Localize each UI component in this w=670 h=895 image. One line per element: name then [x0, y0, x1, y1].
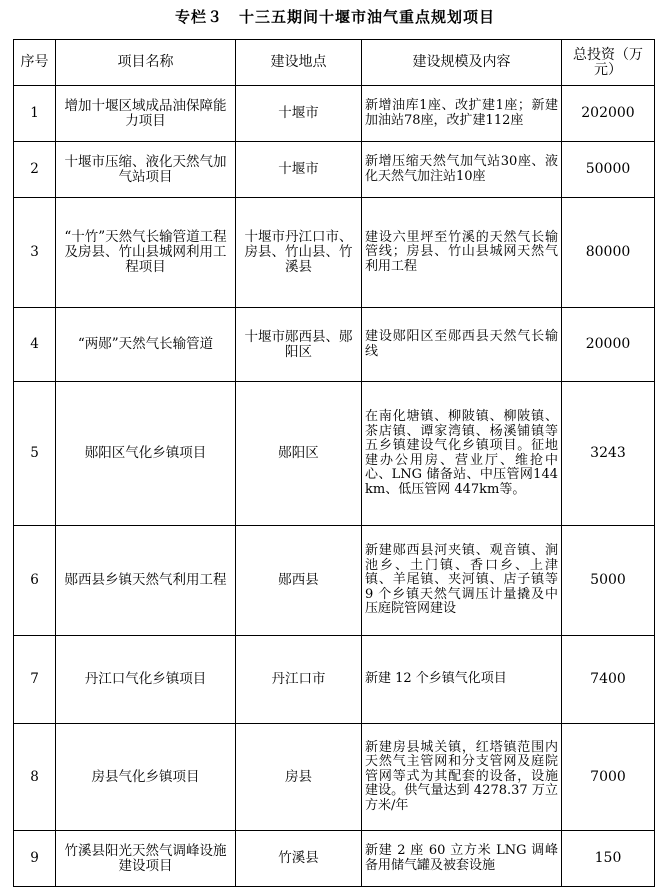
cell-location: 房县 [236, 724, 362, 831]
cell-index: 7 [14, 636, 56, 724]
table-row [14, 382, 655, 526]
cell-investment: 50000 [562, 142, 655, 198]
cell-content: 新增油库1座、改扩建1座；新建加油站78座，改扩建112座 [362, 86, 562, 142]
header-location: 建设地点 [236, 40, 362, 86]
cell-content: 新建房县城关镇，红塔镇范围内天然气主管网和分支管网及庭院管网等式为其配套的设备，设施建设。供气量达到 4278.37 万立方米/年 [362, 724, 562, 831]
cell-name: 房县气化乡镇项目 [56, 724, 236, 831]
planning-projects-table [13, 39, 655, 887]
cell-content: 新建 2 座 60 立方米 LNG 调峰备用储气罐及被套设施 [362, 831, 562, 887]
table-row [14, 636, 655, 724]
cell-index: 5 [14, 382, 56, 526]
header-name: 项目名称 [56, 40, 236, 86]
cell-index: 6 [14, 526, 56, 636]
cell-location: 十堰市丹江口市、房县、竹山县、竹溪县 [236, 198, 362, 308]
cell-content: 在南化塘镇、柳陂镇、柳陂镇、茶店镇、谭家湾镇、杨溪铺镇等五乡镇建设气化乡镇项目。征地建办公用房、营业厅、维抢中心、LNG 储备站、中压管网144km、低压管网 447km等。 [362, 382, 562, 526]
table-row [14, 308, 655, 382]
cell-location: 十堰市 [236, 142, 362, 198]
cell-investment: 7400 [562, 636, 655, 724]
cell-investment: 5000 [562, 526, 655, 636]
cell-location: 郧阳区 [236, 382, 362, 526]
table-row [14, 198, 655, 308]
cell-location: 十堰市郧西县、郧阳区 [236, 308, 362, 382]
cell-investment: 150 [562, 831, 655, 887]
cell-location: 丹江口市 [236, 636, 362, 724]
cell-name: 丹江口气化乡镇项目 [56, 636, 236, 724]
table-row [14, 724, 655, 831]
header-investment: 总投资（万元） [562, 40, 655, 86]
table-row [14, 86, 655, 142]
cell-investment: 20000 [562, 308, 655, 382]
cell-content: 建设六里坪至竹溪的天然气长输管线；房县、竹山县城网天然气利用工程 [362, 198, 562, 308]
cell-name: 竹溪县阳光天然气调峰设施建设项目 [56, 831, 236, 887]
cell-investment: 7000 [562, 724, 655, 831]
cell-content: 建设郧阳区至郧西县天然气长输线 [362, 308, 562, 382]
cell-index: 1 [14, 86, 56, 142]
cell-index: 4 [14, 308, 56, 382]
table-caption: 专栏３ 十三五期间十堰市油气重点规划项目 [174, 8, 495, 26]
cell-name: 郧阳区气化乡镇项目 [56, 382, 236, 526]
cell-content: 新增压缩天然气加气站30座、液化天然气加注站10座 [362, 142, 562, 198]
cell-name: 郧西县乡镇天然气利用工程 [56, 526, 236, 636]
cell-content: 新建 12 个乡镇气化项目 [362, 636, 562, 724]
header-content: 建设规模及内容 [362, 40, 562, 86]
header-index: 序号 [14, 40, 56, 86]
cell-investment: 3243 [562, 382, 655, 526]
cell-name: “十竹”天然气长输管道工程及房县、竹山县城网利用工程项目 [56, 198, 236, 308]
cell-location: 竹溪县 [236, 831, 362, 887]
header-row [14, 40, 655, 86]
cell-index: 2 [14, 142, 56, 198]
cell-name: “两郧”天然气长输管道 [56, 308, 236, 382]
cell-investment: 202000 [562, 86, 655, 142]
cell-investment: 80000 [562, 198, 655, 308]
table-row [14, 142, 655, 198]
cell-name: 增加十堰区域成品油保障能力项目 [56, 86, 236, 142]
cell-index: 9 [14, 831, 56, 887]
cell-location: 十堰市 [236, 86, 362, 142]
cell-index: 8 [14, 724, 56, 831]
cell-name: 十堰市压缩、液化天然气加气站项目 [56, 142, 236, 198]
cell-content: 新建郧西县河夹镇、观音镇、涧池乡、土门镇、香口乡、上津镇、羊尾镇、夹河镇、店子镇等 9 个乡镇天然气调压计量撬及中压庭院管网建设 [362, 526, 562, 636]
table-row [14, 526, 655, 636]
table-row [14, 831, 655, 887]
cell-index: 3 [14, 198, 56, 308]
cell-location: 郧西县 [236, 526, 362, 636]
